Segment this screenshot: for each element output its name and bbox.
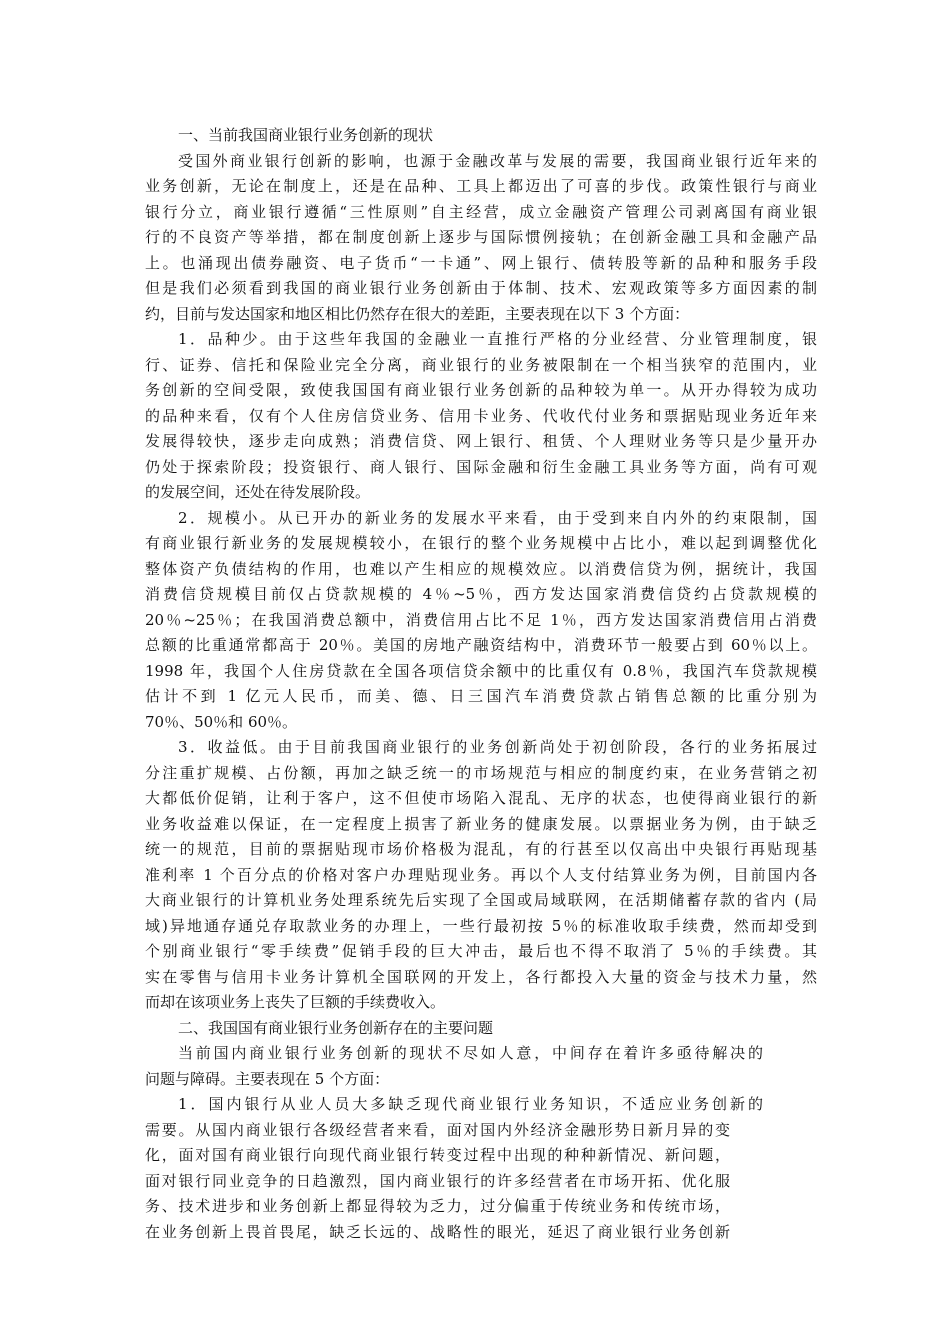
text-line: 务创新的空间受限，致使我国国有商业银行业务创新的品种较为单一。从开办得较为成功 — [145, 381, 817, 399]
text-line: 行、证券、信托和保险业完全分离，商业银行的业务被限制在一个相当狭窄的范围内，业 — [145, 355, 817, 374]
text-line: 行的不良资产等举措，都在制度创新上逐步与国际惯例接轨；在创新金融工具和金融产品 — [145, 228, 817, 246]
text-line: 但是我们必须看到我国的商业银行业务创新由于体制、技术、宏观政策等多方面因素的制 — [145, 279, 817, 297]
text-line: 消费信贷规模目前仅占贷款规模的 4％~5％，西方发达国家消费信贷约占贷款规模的 — [145, 585, 817, 603]
text-line: 分注重扩规模、占份额，再加之缺乏统一的市场规范与相应的制度约束，在业务营销之初 — [145, 763, 817, 782]
text-line: 3．收益低。由于目前我国商业银行的业务创新尚处于初创阶段，各行的业务拓展过 — [178, 738, 817, 756]
text-line: 整体资产负债结构的作用，也难以产生相应的规模效应。以消费信贷为例，据统计，我国 — [145, 559, 817, 578]
text-line: 仍处于探索阶段；投资银行、商人银行、国际金融和衍生金融工具业务等方面，尚有可观 — [145, 457, 817, 476]
text-line: 个别商业银行“零手续费”促销手段的巨大冲击，最后也不得不取消了 5％的手续费。其 — [145, 942, 817, 960]
document-body — [145, 123, 817, 1245]
text-line: 二、我国国有商业银行业务创新存在的主要问题 — [178, 1018, 494, 1037]
text-line: 实在零售与信用卡业务计算机全国联网的开发上，各行都投入大量的资金与技术力量，然 — [145, 967, 817, 986]
text-line: 有商业银行新业务的发展规模较小，在银行的整个业务规模中占比小，难以起到调整优化 — [145, 534, 817, 552]
text-line: 需要。从国内商业银行各级经营者来看，面对国内外经济金融形势日新月异的变 — [145, 1120, 730, 1139]
text-line: 当前国内商业银行业务创新的现状不尽如人意，中间存在着许多亟待解决的 — [178, 1044, 763, 1062]
text-line: 面对银行同业竞争的日趋激烈，国内商业银行的许多经营者在市场开拓、优化服 — [145, 1171, 730, 1190]
text-line: 受国外商业银行创新的影响，也源于金融改革与发展的需要，我国商业银行近年来的 — [178, 151, 817, 170]
text-line: 大商业银行的计算机业务处理系统先后实现了全国或局域联网，在活期储蓄存款的省内 (局 — [145, 891, 817, 909]
text-line: 1．国内银行从业人员大多缺乏现代商业银行业务知识，不适应业务创新的 — [178, 1095, 763, 1113]
text-line: 业务收益难以保证，在一定程度上损害了新业务的健康发展。以票据业务为例，由于缺乏 — [145, 814, 817, 833]
text-line: 统一的规范，目前的票据贴现市场价格极为混乱，有的行甚至以仅高出中央银行再贴现基 — [145, 840, 817, 858]
text-line: 问题与障碍。主要表现在 5 个方面： — [145, 1069, 390, 1088]
text-line: 银行分立，商业银行遵循“三性原则”自主经营，成立金融资产管理公司剥离国有商业银 — [145, 202, 817, 221]
text-line: 1998 年，我国个人住房贷款在全国各项信贷余额中的比重仅有 0.8％，我国汽车贷款规模 — [145, 661, 817, 680]
text-line: 约，目前与发达国家和地区相比仍然存在很大的差距，主要表现在以下 3 个方面： — [145, 304, 690, 323]
text-line: 大都低价促销，让利于客户，这不但使市场陷入混乱、无序的状态，也使得商业银行的新 — [145, 789, 817, 807]
text-line: 在业务创新上畏首畏尾，缺乏长远的、战略性的眼光，延迟了商业银行业务创新 — [145, 1222, 730, 1241]
text-line: 域)异地通存通兑存取款业务的办理上，一些行最初按 5％的标准收取手续费，然而却受到 — [145, 916, 817, 935]
text-line: 业务创新，无论在制度上，还是在品种、工具上都迈出了可喜的步伐。政策性银行与商业 — [145, 177, 817, 195]
text-line: 的品种来看，仅有个人住房信贷业务、信用卡业务、代收代付业务和票据贴现业务近年来 — [145, 406, 817, 425]
text-line: 发展得较快，逐步走向成熟；消费信贷、网上银行、租赁、个人理财业务等只是少量开办 — [145, 432, 817, 450]
text-line: 准利率 1 个百分点的价格对客户办理贴现业务。再以个人支付结算业务为例，目前国内各 — [145, 865, 817, 884]
text-line: 估计不到 1 亿元人民币，而美、德、日三国汽车消费贷款占销售总额的比重分别为 — [145, 687, 817, 705]
text-line: 上。也涌现出债券融资、电子货币“一卡通”、网上银行、债转股等新的品种和服务手段 — [145, 253, 817, 272]
text-line: 务、技术进步和业务创新上都显得较为乏力，过分偏重于传统业务和传统市场， — [145, 1197, 730, 1215]
text-line: 总额的比重通常都高于 20％。美国的房地产融资结构中，消费环节一般要占到 60％以上。 — [145, 636, 817, 654]
text-line: 化，面对国有商业银行向现代商业银行转变过程中出现的种种新情况、新问题， — [145, 1146, 730, 1164]
text-line: 而却在该项业务上丧失了巨额的手续费收入。 — [145, 993, 446, 1011]
text-line: 1．品种少。由于这些年我国的金融业一直推行严格的分业经营、分业管理制度，银 — [178, 330, 817, 348]
text-line: 2．规模小。从已开办的新业务的发展水平来看，由于受到来自内外的约束限制，国 — [178, 508, 817, 527]
text-line: 20％~25％；在我国消费总额中，消费信用占比不足 1％，西方发达国家消费信用占消费 — [145, 610, 817, 629]
text-line: 70％、50％和 60％。 — [145, 712, 298, 731]
text-line: 一、当前我国商业银行业务创新的现状 — [178, 126, 434, 144]
text-line: 的发展空间，还处在待发展阶段。 — [145, 483, 371, 501]
